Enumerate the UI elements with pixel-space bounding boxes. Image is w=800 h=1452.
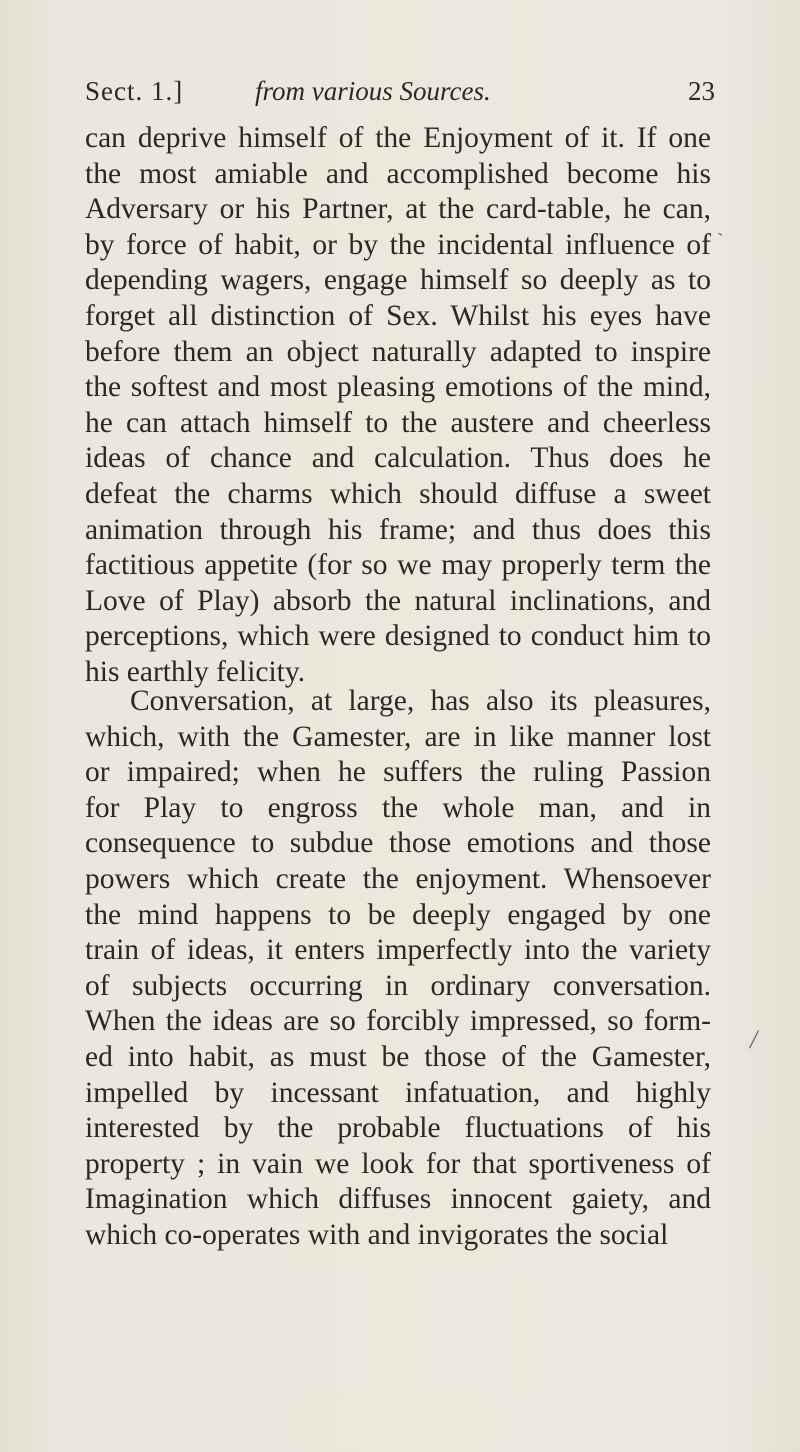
text-line: his earthly felicity. bbox=[85, 655, 306, 688]
text-line: property ; in vain we look for that sportiveness of bbox=[85, 1147, 711, 1180]
text-line: Love of Play) absorb the natural inclinations, and bbox=[85, 584, 711, 617]
text-line: the mind happens to be deeply engaged by one bbox=[85, 898, 711, 931]
text-line: or impaired; when he suffers the ruling Passion bbox=[85, 756, 711, 789]
running-title: from various Sources. bbox=[255, 76, 491, 106]
text-line: interested by the probable fluctuations of his bbox=[85, 1112, 711, 1145]
text-line: perceptions, which were designed to conduct him to bbox=[85, 620, 711, 653]
paragraph-2 bbox=[85, 684, 711, 1254]
running-header bbox=[85, 76, 715, 112]
paragraph-1 bbox=[85, 121, 711, 691]
text-line: Conversation, at large, has also its pleasures, bbox=[130, 685, 711, 717]
margin-slash-mark: / bbox=[750, 1025, 758, 1054]
text-line: the most amiable and accomplished become his bbox=[85, 157, 711, 190]
margin-tick-mark: ` bbox=[717, 230, 724, 252]
text-line: powers which create the enjoyment. Whensoever bbox=[85, 862, 711, 895]
text-line: Imagination which diffuses innocent gaiety, and bbox=[85, 1183, 711, 1216]
text-line: which co-operates with and invigorates the social bbox=[85, 1218, 669, 1251]
text-line: animation through his frame; and thus does this bbox=[85, 513, 711, 546]
text-line: which, with the Gamester, are in like manner lost bbox=[85, 720, 711, 753]
text-line: the softest and most pleasing emotions of the mind, bbox=[85, 371, 711, 404]
text-line: he can attach himself to the austere and cheerless bbox=[85, 406, 711, 439]
text-line: consequence to subdue those emotions and those bbox=[85, 827, 711, 860]
text-line: defeat the charms which should diffuse a sweet bbox=[85, 477, 711, 510]
page-number: 23 bbox=[688, 76, 715, 106]
text-line: of subjects occurring in ordinary conversation. bbox=[85, 969, 711, 1002]
text-line: depending wagers, engage himself so deeply as to bbox=[85, 264, 711, 297]
text-line: factitious appetite (for so we may properly term the bbox=[85, 549, 711, 582]
text-line: Adversary or his Partner, at the card-table, he can, bbox=[85, 193, 711, 226]
text-line: can deprive himself of the Enjoyment of it. If one bbox=[85, 122, 711, 154]
section-label: Sect. 1.] bbox=[85, 76, 184, 106]
text-line: forget all distinction of Sex. Whilst his eyes have bbox=[85, 299, 711, 332]
text-line: by force of habit, or by the incidental influence of bbox=[85, 228, 711, 261]
text-line: impelled by incessant infatuation, and highly bbox=[85, 1076, 711, 1109]
text-line: ed into habit, as must be those of the Gamester, bbox=[85, 1040, 711, 1073]
text-line: train of ideas, it enters imperfectly into the variety bbox=[85, 934, 711, 967]
text-line: When the ideas are so forcibly impressed, so form- bbox=[85, 1005, 711, 1038]
text-line: for Play to engross the whole man, and in bbox=[85, 791, 711, 824]
text-line: before them an object naturally adapted to inspire bbox=[85, 335, 711, 368]
text-line: ideas of chance and calculation. Thus does he bbox=[85, 442, 711, 475]
